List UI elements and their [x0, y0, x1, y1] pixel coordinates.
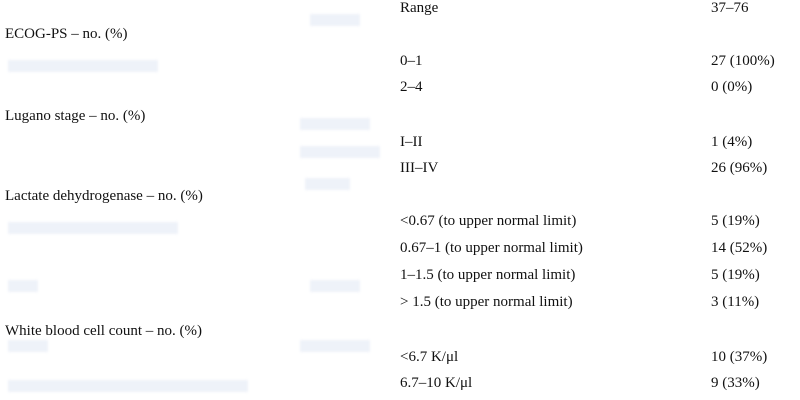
row-value-ldh-lt-0-67: 5 (19%) [711, 213, 760, 229]
row-value-wbc-6-7-10: 9 (33%) [711, 375, 760, 391]
section-heading-ecog-ps: ECOG-PS – no. (%) [5, 26, 128, 42]
row-label-ldh-0-67-1: 0.67–1 (to upper normal limit) [400, 240, 583, 256]
row-label-wbc-6-7-10: 6.7–10 K/μl [400, 375, 473, 391]
bleed-through-artifact [8, 380, 248, 392]
bleed-through-artifact [8, 60, 158, 72]
row-value-ldh-gt-1-5: 3 (11%) [711, 294, 760, 310]
row-value-ecog-0-1: 27 (100%) [711, 53, 775, 69]
bleed-through-artifact [8, 280, 38, 292]
row-label-ldh-gt-1-5: > 1.5 (to upper normal limit) [400, 294, 573, 310]
bleed-through-artifact [8, 340, 48, 352]
row-value-ecog-2-4: 0 (0%) [711, 79, 753, 95]
section-heading-lactate-dehydrogenase: Lactate dehydrogenase – no. (%) [5, 188, 203, 204]
row-label-ldh-lt-0-67: <0.67 (to upper normal limit) [400, 213, 577, 229]
range-label: Range [400, 0, 439, 16]
row-label-wbc-lt-6-7: <6.7 K/μl [400, 349, 459, 365]
bleed-through-artifact [310, 280, 360, 292]
section-heading-white-blood-cell-count: White blood cell count – no. (%) [5, 323, 203, 339]
section-heading-lugano-stage: Lugano stage – no. (%) [5, 108, 146, 124]
bleed-through-artifact [310, 14, 360, 26]
bleed-through-artifact [300, 146, 380, 158]
bleed-through-artifact [300, 340, 370, 352]
row-value-ldh-0-67-1: 14 (52%) [711, 240, 768, 256]
bleed-through-artifact [305, 178, 350, 190]
row-label-ldh-1-1-5: 1–1.5 (to upper normal limit) [400, 267, 576, 283]
row-value-lugano-iii-iv: 26 (96%) [711, 160, 768, 176]
bleed-through-artifact [8, 222, 178, 234]
row-value-lugano-i-ii: 1 (4%) [711, 134, 753, 150]
row-value-ldh-1-1-5: 5 (19%) [711, 267, 760, 283]
row-value-wbc-lt-6-7: 10 (37%) [711, 349, 768, 365]
bleed-through-artifact [300, 118, 370, 130]
range-value: 37–76 [711, 0, 749, 16]
row-label-lugano-i-ii: I–II [400, 134, 423, 150]
row-label-ecog-0-1: 0–1 [400, 53, 423, 69]
row-label-lugano-iii-iv: III–IV [400, 160, 439, 176]
row-label-ecog-2-4: 2–4 [400, 79, 423, 95]
